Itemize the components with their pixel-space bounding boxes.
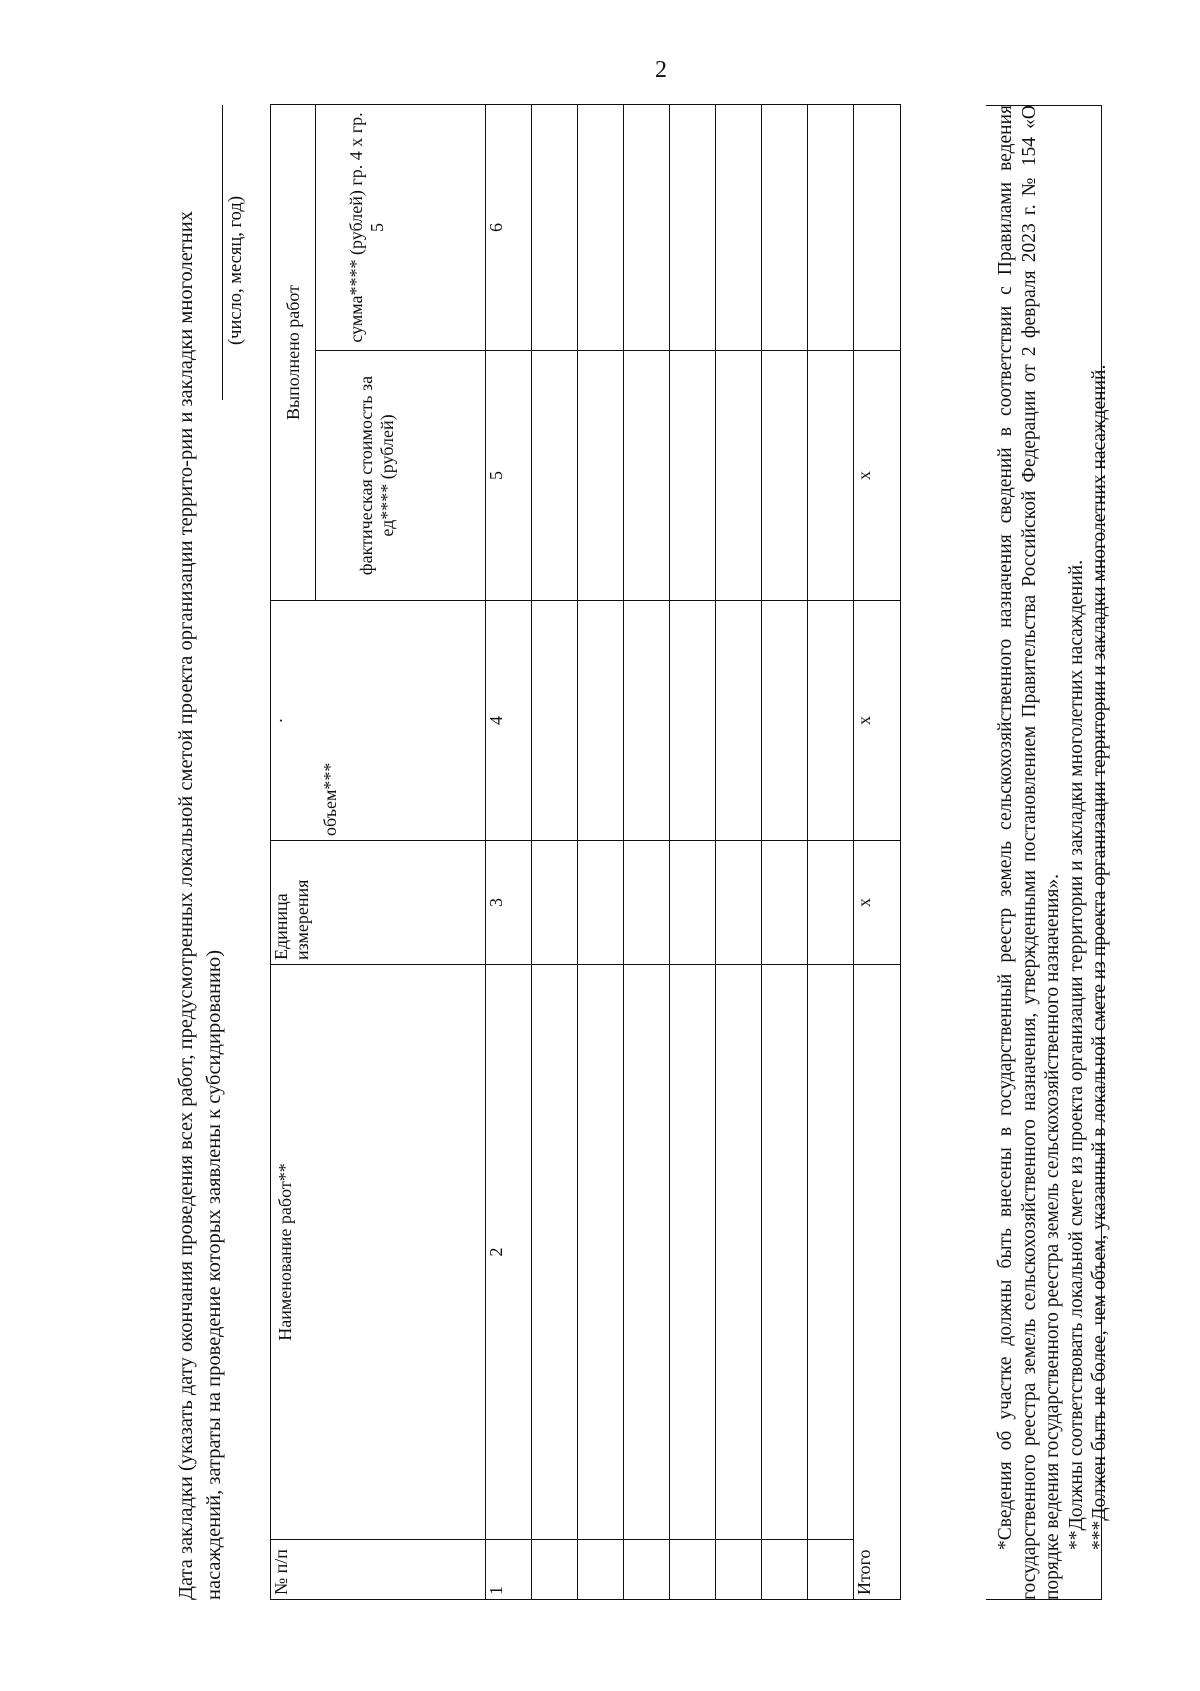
table-cell <box>532 841 578 965</box>
intro-text: Дата закладки (указать дату окончания проведения всех работ, предусмотренных локальной сметой проекта организации террито-рии и закладки многолетних насаждений, затраты на проведение которых заявлены к субсидированию) <box>175 211 225 1600</box>
table-cell <box>670 1540 716 1600</box>
column-numbers-row <box>486 104 532 1599</box>
table-cell <box>670 601 716 841</box>
header-done: Выполнено работ <box>271 104 316 600</box>
table-row <box>578 104 624 1599</box>
header-unit: Единица измерения <box>271 841 486 965</box>
total-row <box>854 104 901 1599</box>
table-row <box>808 104 854 1599</box>
table-cell <box>624 1540 670 1600</box>
table-row <box>670 104 716 1599</box>
table-cell <box>762 601 808 841</box>
footnote-1: *Сведения об участке должны быть внесены в государственный реестр земель сельскохозяйственного назначения сведений в соответствии с Правилами ведения государственного реестра земель сельскохозяйственного назначения, утвержденными постановлением Правительства Российской Федерации от 2 февраля 2023 г. № 154 «О порядке ведения государственного реестра земель сельскохозяйственного назначения». <box>995 105 1063 1600</box>
table-cell <box>532 601 578 841</box>
table-cell <box>578 1540 624 1600</box>
header-name: Наименование работ** <box>271 965 486 1540</box>
table-cell <box>808 841 854 965</box>
table-cell <box>716 601 762 841</box>
table-cell <box>578 841 624 965</box>
table-cell <box>716 965 762 1540</box>
table-cell <box>808 601 854 841</box>
works-table <box>270 104 901 1600</box>
table-cell <box>670 965 716 1540</box>
total-unit: х <box>854 841 901 965</box>
table-cell <box>578 104 624 350</box>
footnote-2: **Должны соответствовать локальной смете из проекта организации территории и закладки многолетних насаждений. <box>1065 559 1087 1550</box>
table-row <box>624 104 670 1599</box>
table-cell <box>670 104 716 350</box>
table-cell <box>762 965 808 1540</box>
table-row <box>532 104 578 1599</box>
table-row <box>716 104 762 1599</box>
table-cell <box>624 104 670 350</box>
date-caption: (число, месяц, год) <box>226 196 246 345</box>
column-number: 2 <box>486 965 532 1540</box>
table-cell <box>808 1540 854 1600</box>
table-cell <box>578 351 624 601</box>
table-cell <box>670 841 716 965</box>
table-cell <box>624 841 670 965</box>
table-cell <box>624 601 670 841</box>
table-row <box>762 104 808 1599</box>
table-cell <box>762 351 808 601</box>
table-cell <box>808 351 854 601</box>
landscape-content <box>172 80 1110 1600</box>
column-number: 6 <box>486 104 532 350</box>
column-number: 3 <box>486 841 532 965</box>
column-number: 4 <box>486 601 532 841</box>
table-cell <box>532 965 578 1540</box>
table-cell <box>532 104 578 350</box>
table-cell <box>578 965 624 1540</box>
header-num: № п/п <box>271 1540 486 1600</box>
table-cell <box>624 351 670 601</box>
table-cell <box>624 965 670 1540</box>
table-cell <box>532 351 578 601</box>
footnotes <box>994 105 1112 1600</box>
table-cell <box>532 1540 578 1600</box>
column-number: 5 <box>486 351 532 601</box>
table-cell <box>716 841 762 965</box>
total-volume: х <box>854 601 901 841</box>
total-sum <box>854 104 901 350</box>
table-cell <box>578 601 624 841</box>
table-cell <box>716 1540 762 1600</box>
table-cell <box>716 351 762 601</box>
date-underline <box>222 105 223 400</box>
page-number: 2 <box>655 57 667 83</box>
total-label: Итого <box>854 965 901 1600</box>
table-cell <box>808 104 854 350</box>
header-volume: объем*** <box>316 601 486 841</box>
table-cell <box>762 1540 808 1600</box>
table-cell <box>808 965 854 1540</box>
header-dot: · <box>271 601 316 841</box>
footnote-3: ***Должен быть не более, чем объем, указанный в локальной смете из проекта организации территории и закладки многолетних насаждений. <box>1089 364 1110 1550</box>
table-cell <box>670 351 716 601</box>
table-cell <box>762 841 808 965</box>
header-sum: сумма**** (рублей) гр. 4 х гр. 5 <box>316 104 486 350</box>
column-number: 1 <box>486 1540 532 1600</box>
total-cost: х <box>854 351 901 601</box>
table-cell <box>762 104 808 350</box>
header-cost: фактическая стоимость за ед**** (рублей) <box>316 351 486 601</box>
table-cell <box>716 104 762 350</box>
